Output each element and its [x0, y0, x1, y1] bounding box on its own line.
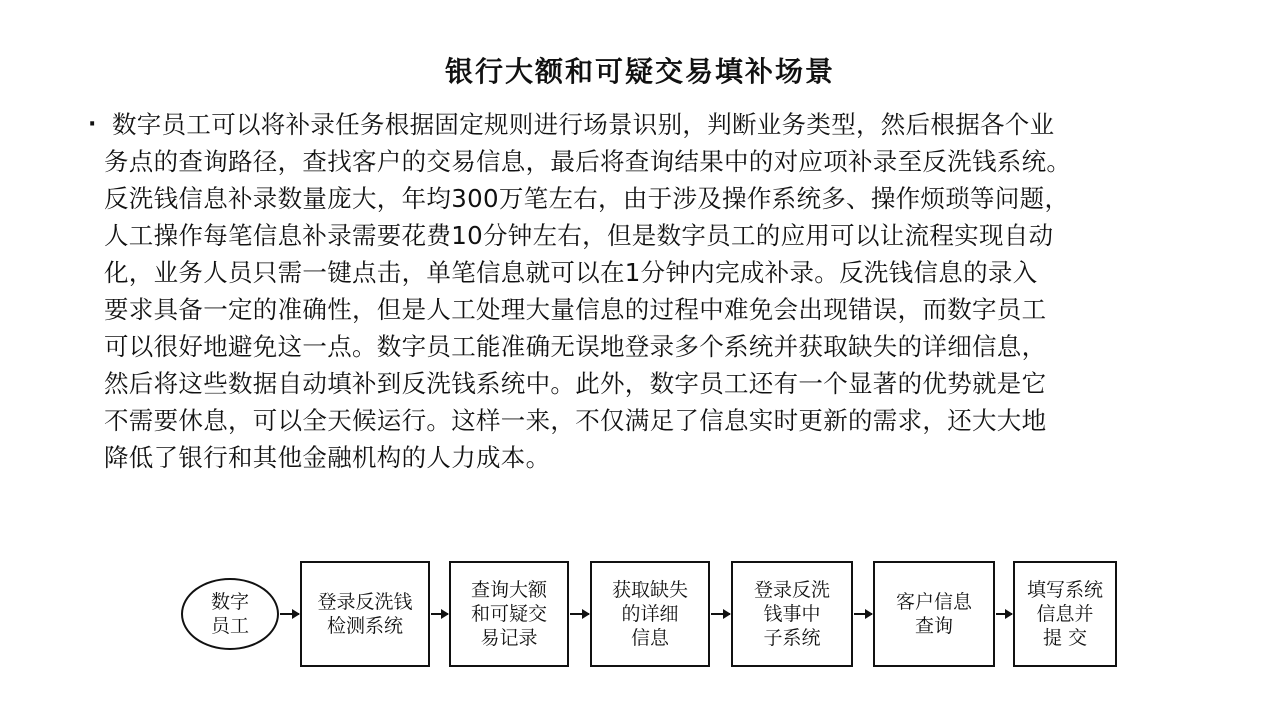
flow-node-text: 客户信息: [895, 591, 972, 613]
flow-node-query-transactions: [449, 561, 569, 667]
flow-node-text: 和可疑交: [470, 603, 547, 625]
flow-node-text: 易记录: [480, 627, 538, 649]
flow-arrow: [280, 613, 299, 615]
flow-node-text: 检测系统: [326, 615, 403, 637]
flow-node-login-aml-subsystem: [731, 561, 853, 667]
flow-node-login-aml-system: [300, 561, 430, 667]
paragraph-line: 数字员工可以将补录任务根据固定规则进行场景识别，判断业务类型，然后根据各个业: [112, 110, 1055, 139]
flow-node-text: 查询: [914, 615, 953, 637]
flow-arrow: [431, 613, 448, 615]
flow-arrow: [996, 613, 1012, 615]
flow-node-text: 子系统: [763, 627, 821, 649]
flow-node-digital-employee: [181, 578, 279, 650]
paragraph-line: 可以很好地避免这一点。数字员工能准确无误地登录多个系统并获取缺失的详细信息，: [104, 332, 1047, 361]
flow-arrow: [854, 613, 872, 615]
paragraph-line: 然后将这些数据自动填补到反洗钱系统中。此外，数字员工还有一个显著的优势就是它: [104, 369, 1047, 398]
paragraph-line: 要求具备一定的准确性，但是人工处理大量信息的过程中难免会出现错误，而数字员工: [104, 295, 1047, 324]
flow-node-text: 的详细: [621, 603, 679, 625]
paragraph-line: 反洗钱信息补录数量庞大，年均300万笔左右，由于涉及操作系统多、操作烦琐等问题，: [104, 184, 1070, 213]
paragraph-line: 降低了银行和其他金融机构的人力成本。: [104, 443, 551, 472]
flow-arrow: [570, 613, 589, 615]
flow-node-text: 数字: [210, 591, 249, 613]
flow-node-text: 信息: [630, 627, 669, 649]
paragraph-line: 不需要休息，可以全天候运行。这样一来，不仅满足了信息实时更新的需求，还大大地: [104, 406, 1047, 435]
flow-node-fill-and-submit: [1013, 561, 1117, 667]
flow-node-text: 提 交: [1042, 627, 1088, 649]
flow-node-text: 登录反洗钱: [317, 591, 413, 613]
flow-node-text: 员工: [210, 615, 249, 637]
page-title: 银行大额和可疑交易填补场景: [444, 55, 835, 88]
paragraph-line: 化，业务人员只需一键点击，单笔信息就可以在1分钟内完成补录。反洗钱信息的录入: [104, 258, 1038, 287]
flow-node-fetch-missing-info: [590, 561, 710, 667]
bullet-marker: ·: [88, 112, 97, 137]
flow-node-text: 信息并: [1036, 603, 1094, 625]
paragraph-line: 人工操作每笔信息补录需要花费10分钟左右，但是数字员工的应用可以让流程实现自动: [104, 221, 1054, 250]
flow-node-text: 查询大额: [470, 579, 547, 601]
flow-arrow: [711, 613, 730, 615]
flow-node-customer-query: [873, 561, 995, 667]
flow-node-text: 登录反洗: [753, 579, 830, 601]
paragraph-line: 务点的查询路径，查找客户的交易信息，最后将查询结果中的对应项补录至反洗钱系统。: [104, 147, 1072, 176]
flow-node-text: 获取缺失: [611, 579, 688, 601]
flow-node-text: 钱事中: [763, 603, 821, 625]
flow-node-text: 填写系统: [1026, 579, 1103, 601]
